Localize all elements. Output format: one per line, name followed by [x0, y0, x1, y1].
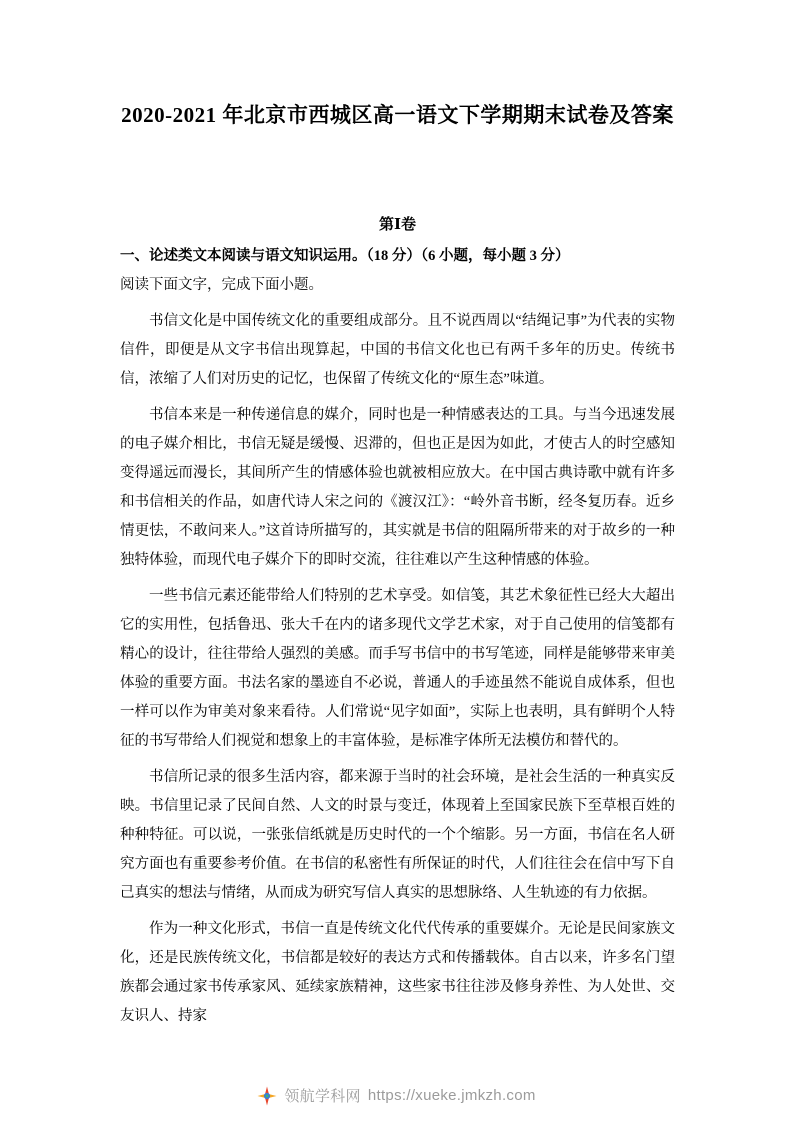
watermark-site-name: 领航学科网: [284, 1088, 361, 1105]
essay-paragraph-2: 书信本来是一种传递信息的媒介，同时也是一种情感表达的工具。与当今迅速发展的电子媒介相比，书信无疑是缓慢、迟滞的，但也正是因为如此，才使古人的时空感知变得遥远而漫长，其间所产生的情感体验也就被相应放大。在中国古典诗歌中就有许多和书信相关的作品，如唐代诗人宋之问的《渡汉江》：“岭外音书断，经冬复历春。近乡情更怯，不敢问来人。”这首诗所描写的，其实就是书信的阻隔所带来的对于故乡的一种独特体验，而现代电子媒介下的即时交流，往往难以产生这种情感的体验。: [120, 407, 675, 568]
reading-instruction: 阅读下面文字，完成下面小题。: [120, 277, 323, 293]
essay-paragraph-4: 书信所记录的很多生活内容，都来源于当时的社会环境，是社会生活的一种真实反映。书信里记录了民间自然、人文的时景与变迁，体现着上至国家民族下至草根百姓的种种特征。可以说，一张张信纸就是历史时代的一个个缩影。另一方面，书信在名人研究方面也有重要参考价值。在书信的私密性有所保证的时代，人们往往会在信中写下自己真实的想法与情绪，从而成为研究写信人真实的思想脉络、人生轨迹的有力依据。: [120, 769, 675, 901]
watermark-url: https://xueke.jmkzh.com: [367, 1087, 536, 1104]
essay-paragraph-5: 作为一种文化形式，书信一直是传统文化代代传承的重要媒介。无论是民间家族文化，还是民族传统文化，书信都是较好的表达方式和传播载体。自古以来，许多名门望族都会通过家书传承家风、延续家族精神，这些家书往往涉及修身养性、为人处世、交友识人、持家: [120, 921, 675, 1024]
essay-paragraph-1: 书信文化是中国传统文化的重要组成部分。且不说西周以“结绳记事”为代表的实物信件，即便是从文字书信出现算起，中国的书信文化也已有两千多年的历史。传统书信，浓缩了人们对历史的记忆，也保留了传统文化的“原生态”味道。: [120, 313, 675, 387]
document-title: 2020-2021 年北京市西城区高一语文下学期期末试卷及答案: [121, 103, 674, 127]
essay-paragraph-3: 一些书信元素还能带给人们特别的艺术享受。如信笺，其艺术象征性已经大大超出它的实用性，包括鲁迅、张大千在内的诸多现代文学艺术家，对于自己使用的信笺都有精心的设计，往往带给人强烈的美感。而手写书信中的书写笔迹，同样是能够带来审美体验的重要方面。书法名家的墨迹自不必说，普通人的手迹虽然不能说自成体系，但也一样可以作为审美对象来看待。人们常说“见字如面”，实际上也表明，具有鲜明个人特征的书写带给人们视觉和想象上的丰富体验，是标准字体所无法模仿和替代的。: [120, 588, 675, 749]
site-logo-icon: [257, 1086, 277, 1106]
part-one-heading: 一、论述类文本阅读与语文知识运用。（18 分）（6 小题，每小题 3 分）: [120, 248, 570, 264]
watermark-footer: [0, 1085, 793, 1106]
volume-heading: 第Ⅰ卷: [378, 217, 417, 233]
